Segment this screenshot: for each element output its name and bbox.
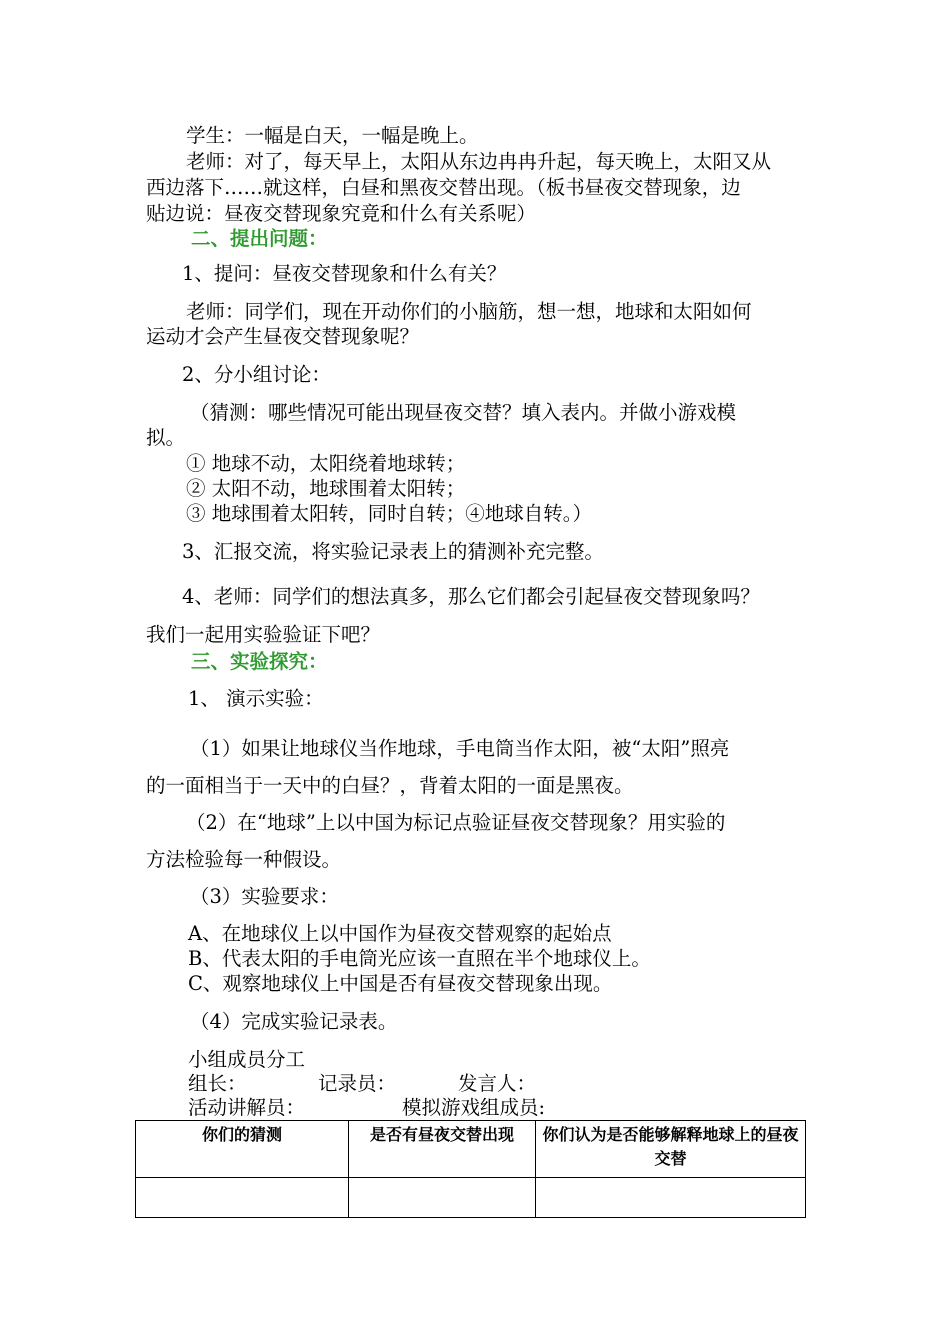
requirement-item: C、观察地球仪上中国是否有昼夜交替现象出现。 bbox=[188, 972, 613, 995]
discussion-line: 2、分小组讨论： bbox=[182, 363, 331, 386]
step-line: （3）实验要求： bbox=[190, 885, 339, 908]
teacher-line: 4、老师：同学们的想法真多，那么它们都会引起昼夜交替现象吗？ bbox=[182, 585, 760, 608]
report-line: 3、汇报交流，将实验记录表上的猜测补充完整。 bbox=[182, 540, 604, 563]
paragraph-line: 我们一起用实验验证下吧？ bbox=[146, 623, 381, 646]
role-recorder: 记录员： bbox=[318, 1072, 397, 1095]
step-line: （2）在“地球”上以中国为标记点验证昼夜交替现象？用实验的 bbox=[186, 811, 726, 834]
table-cell[interactable] bbox=[349, 1178, 536, 1218]
section-heading-2: 二、提出问题： bbox=[191, 227, 328, 250]
step-line: （4）完成实验记录表。 bbox=[190, 1010, 398, 1033]
question-line: 1、提问：昼夜交替现象和什么有关？ bbox=[182, 262, 507, 285]
hypothesis-item: ② 太阳不动，地球围着太阳转； bbox=[186, 477, 466, 500]
requirement-item: A、在地球仪上以中国作为昼夜交替观察的起始点 bbox=[188, 922, 612, 945]
demo-line: 1、 演示实验： bbox=[188, 687, 324, 710]
paragraph-line: 方法检验每一种假设。 bbox=[146, 848, 342, 871]
role-game-members: 模拟游戏组成员: bbox=[402, 1096, 546, 1119]
role-explainer: 活动讲解员： bbox=[188, 1096, 306, 1119]
column-header-guess: 你们的猜测 bbox=[136, 1121, 349, 1178]
table-cell[interactable] bbox=[536, 1178, 806, 1218]
teacher-line: 老师：同学们，现在开动你们的小脑筋，想一想，地球和太阳如何 bbox=[186, 300, 752, 323]
paragraph-line: 拟。 bbox=[146, 426, 186, 449]
student-line: 学生：一幅是白天，一幅是晚上。 bbox=[186, 124, 479, 147]
guess-line: （猜测：哪些情况可能出现昼夜交替？填入表内。并做小游戏模 bbox=[190, 401, 737, 424]
table-header-row bbox=[136, 1121, 806, 1178]
requirement-item: B、代表太阳的手电筒光应该一直照在半个地球仪上。 bbox=[188, 947, 651, 970]
paragraph-line: 的一面相当于一天中的白昼？，背着太阳的一面是黑夜。 bbox=[146, 774, 634, 797]
paragraph-line: 贴边说：昼夜交替现象究竟和什么有关系呢） bbox=[146, 202, 537, 225]
table-cell[interactable] bbox=[136, 1178, 349, 1218]
hypothesis-item: ① 地球不动，太阳绕着地球转； bbox=[186, 452, 466, 475]
experiment-record-table bbox=[135, 1120, 806, 1218]
role-leader: 组长： bbox=[188, 1072, 247, 1095]
hypothesis-item: ③ 地球围着太阳转，同时自转；④地球自转。） bbox=[186, 502, 592, 525]
table-row bbox=[136, 1178, 806, 1218]
column-header-explain: 你们认为是否能够解释地球上的昼夜交替 bbox=[536, 1121, 806, 1178]
paragraph-line: 西边落下……就这样，白昼和黑夜交替出现。（板书昼夜交替现象，边 bbox=[146, 176, 741, 199]
section-heading-3: 三、实验探究： bbox=[191, 650, 328, 673]
column-header-alternation: 是否有昼夜交替出现 bbox=[349, 1121, 536, 1178]
group-roles-title: 小组成员分工 bbox=[188, 1048, 306, 1071]
teacher-line: 老师：对了，每天早上，太阳从东边冉冉升起，每天晚上，太阳又从 bbox=[186, 150, 772, 173]
paragraph-line: 运动才会产生昼夜交替现象呢？ bbox=[146, 325, 420, 348]
step-line: （1）如果让地球仪当作地球，手电筒当作太阳，被“太阳”照亮 bbox=[190, 737, 730, 760]
role-speaker: 发言人： bbox=[458, 1072, 537, 1095]
